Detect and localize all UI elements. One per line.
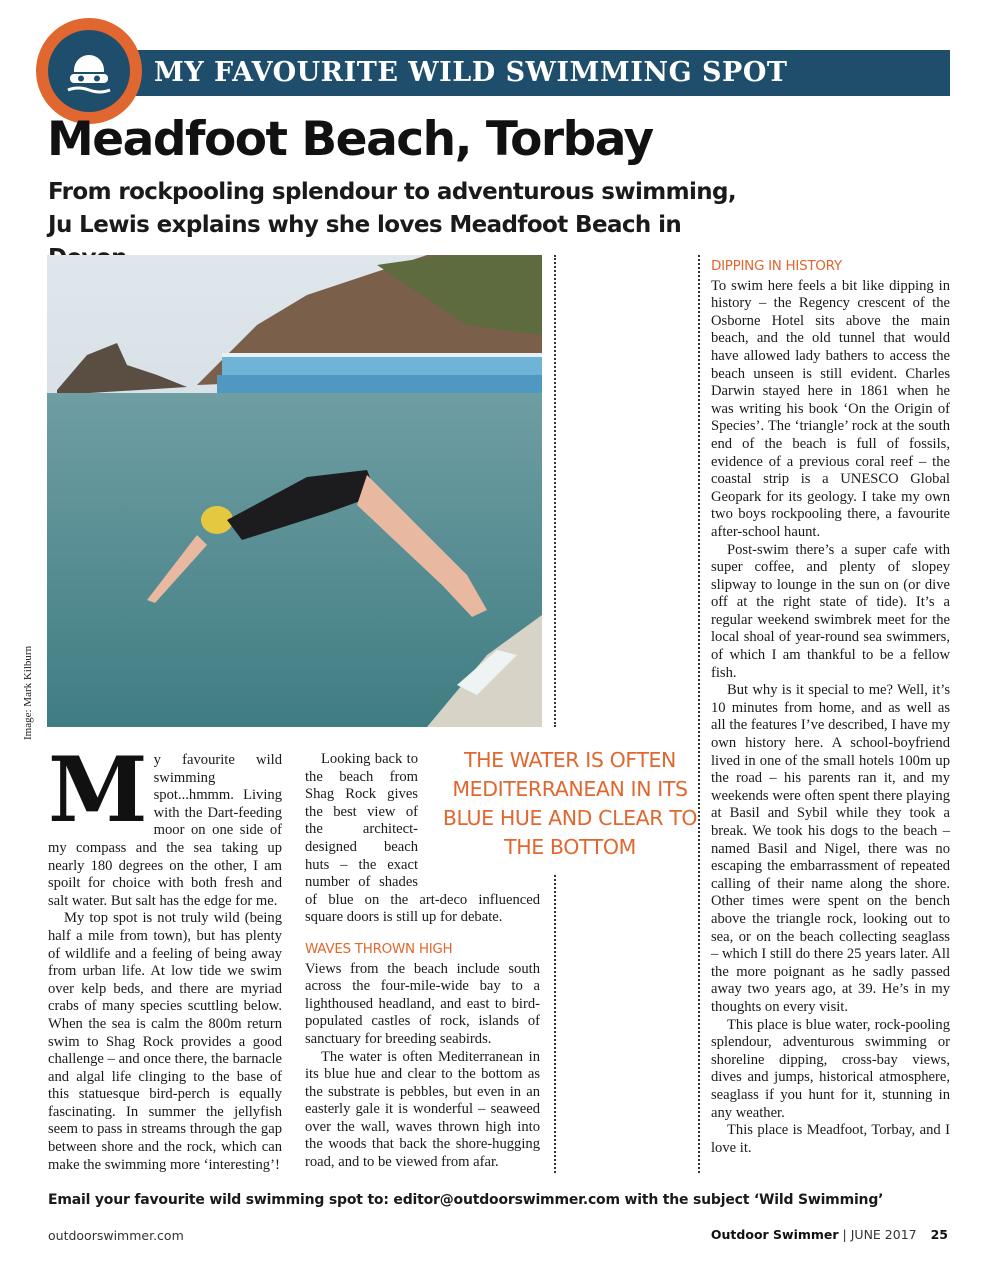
paragraph: To swim here feels a bit like dipping in history – the Regency crescent of the Osborne Hotel sits above the main beach, and the old tunnel that would have allowed lady bathers to access the beach unseen is still evident. Charles Darwin stayed here in 1861 when he was writing his book ‘On the Origin of Species’. The ‘triangle’ rock at the south end of the beach is full of fossils, evidence of a previous coral reef – the coastal strip is a UNESCO Global Geopark for its geology. I take my own two boys rockpooling there, a favourite after-school haunt. (711, 277, 950, 540)
folio (711, 1227, 948, 1242)
drop-cap: M (48, 737, 148, 843)
paragraph: Post-swim there’s a super cafe with super coffee, and plenty of slopey slipway to lounge in the sun on (or dive off at the right state of tide). It’s a regular weekend swimbrek meet for the local shoal of year-round sea swimmers, of which I am thankful to be a fellow fish. (711, 541, 950, 681)
magazine-name: Outdoor Swimmer (710, 1227, 839, 1242)
website-url: outdoorswimmer.com (48, 1228, 184, 1243)
column-1 (48, 737, 282, 1174)
paragraph: The water is often Mediterranean in its blue hue and clear to the bottom as the substrate is pebbles, but even in an easterly gale it is wonderful – seaweed over the wall, waves thrown high into the woods that back the shore-hugging road, and to be viewed from afar. (305, 1048, 540, 1171)
paragraph: This place is Meadfoot, Torbay, and I love it. (711, 1122, 950, 1156)
column-3 (711, 258, 950, 1157)
section-title: MY FAVOURITE WILD SWIMMING SPOT (154, 57, 788, 88)
column-divider (698, 255, 700, 1173)
swimmer-goggles-icon (48, 30, 130, 112)
section-banner (108, 50, 950, 96)
pull-quote: THE WATER IS OFTEN MEDITERRANEAN IN ITS BLUE HUE AND CLEAR TO THE BOTTOM (442, 748, 698, 859)
pull-quote-space (418, 751, 540, 886)
beach-photo (47, 255, 542, 727)
article-title: Meadfoot Beach, Torbay (47, 112, 653, 167)
issue-date: | JUNE 2017 (838, 1227, 917, 1242)
paragraph: This place is blue water, rock-pooling splendour, adventurous swimming or shoreline dipping, cross-bay views, dives and jumps, historical atmosphere, seaglass if you hunt for it, stunning in any weather. (711, 1016, 950, 1121)
column-2 (305, 751, 540, 1172)
subheading: DIPPING IN HISTORY (711, 258, 842, 274)
column-divider (554, 875, 556, 1173)
paragraph: Looking back to the beach from Shag Rock gives the best view of the architect-designed beach huts – the exact number of shades of blue on the art-deco influenced square doors is still up for debate. (305, 751, 540, 926)
submission-email-line: Email your favourite wild swimming spot to: editor@outdoorswimmer.com with the subject ‘Wild Swimming’ (48, 1192, 884, 1208)
page-number: 25 (930, 1227, 948, 1242)
paragraph: y favourite wild swimming spot...hmmm. Living with the Dart-feeding moor on one side of my compass and the sea taking up nearly 180 degrees on the other, I am spoilt for choice with both fresh and salt water. But salt has the edge for me. (48, 752, 282, 909)
paragraph: Views from the beach include south across the four-mile-wide bay to a lighthoused headland, and east to bird-populated castles of rock, islands of sanctuary for breeding seabirds. (305, 960, 540, 1047)
standfirst: From rockpooling splendour to adventurous swimming, Ju Lewis explains why she loves Meadfoot Beach in (48, 179, 737, 238)
paragraph: My top spot is not truly wild (being half a mile from town), but has plenty of wildlife and a feeling of being away from urban life. At low tide we swim over kelp beds, and there are myriad crabs of many species scuttling below. When the sea is calm the 800m return swim to Shag Rock provides a good challenge – and once there, the barnacle and algal life clinging to the base of this statuesque bird-perch is equally fascinating. In summer the jellyfish seem to pass in streams through the gap between shore and the rock, which can make the swimming more ‘interesting’! (48, 910, 282, 1173)
subheading: WAVES THROWN HIGH (305, 940, 453, 957)
paragraph: But why is it special to me? Well, it’s 10 minutes from home, and as well as all the features I’ve described, I have my own history here. A school-boyfriend lived in one of the small hotels 100m up the road – his parents ran it, and my weekends were often spent there playing at Basil and Sybil while they took a break. We took his dogs to the beach – named Basil and Nigel, there was no escaping the embarrassment of repeated calling of their name along the shore. Other times were spent on the bench above the triangle rock, looking out to sea, or on the beach collecting seaglass – which I still do there 25 years later. All the more poignant as he sadly passed away two years ago, at 39. He’s in my thoughts on every visit. (711, 682, 950, 1015)
column-divider (554, 255, 556, 727)
photo-credit: Image: Mark Kilburn (22, 645, 34, 740)
